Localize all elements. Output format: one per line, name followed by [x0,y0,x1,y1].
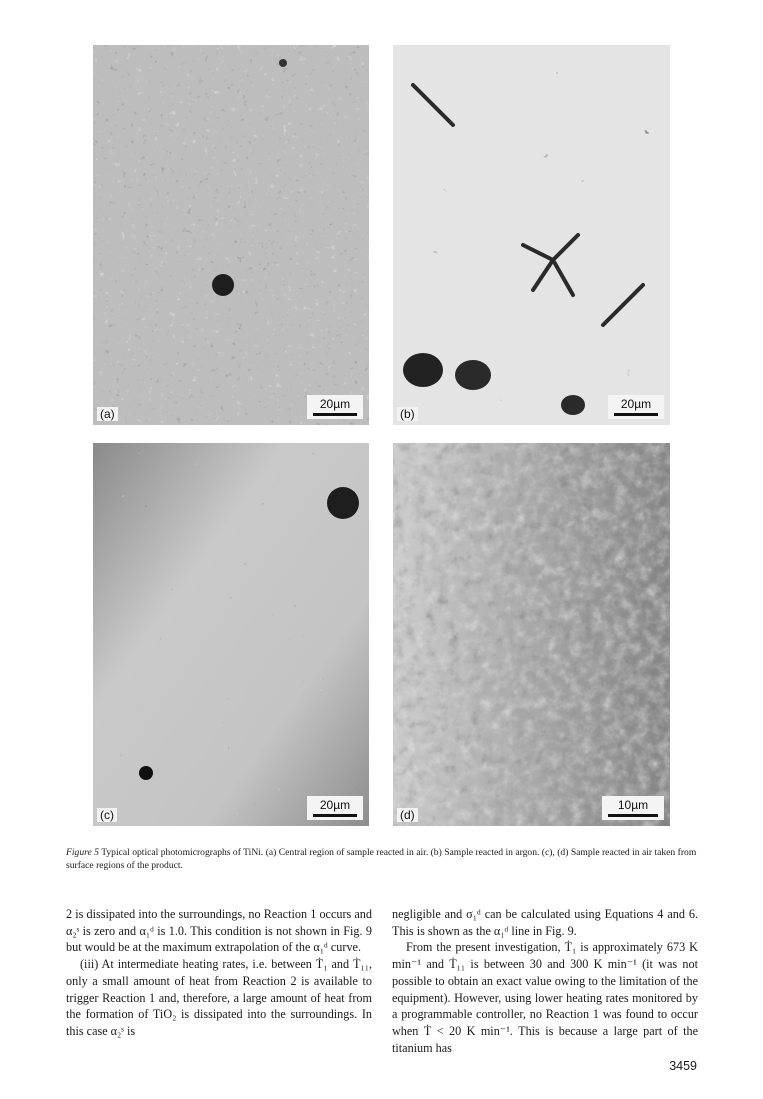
body-column-right [392,906,698,1056]
micrograph-b [393,45,670,425]
panel-label-a: (a) [97,407,118,421]
panel-label-c: (c) [97,808,117,822]
micrograph-c [93,443,369,826]
scale-bar-c-line [313,814,357,817]
scale-bar-b [608,395,664,419]
scale-bar-a [307,395,363,419]
micrograph-b-image [393,45,670,425]
micrograph-d [393,443,670,826]
figure-caption-text: Typical optical photomicrographs of TiNi. (a) Central region of sample reacted in air. (b) Sample reacted in argon. (c), (d) Sample reacted in air taken from surface regions of the product. [66,847,697,871]
micrograph-c-image [93,443,369,826]
figure-caption-label: Figure 5 [66,847,99,858]
micrograph-a-image [93,45,369,425]
scale-bar-d-label: 10µm [617,798,649,812]
paragraph: negligible and σ₁ᵈ can be calculated using Equations 4 and 6. This is shown as the α₁ᵈ line in Fig. 9. [392,907,698,938]
figure-caption [66,846,698,872]
paragraph: (iii) At intermediate heating rates, i.e. between Ṫ₁ and Ṫ₁₁, only a small amount of heat from Reaction 2 is available to trigger Reaction 1 and, therefore, a large amount of heat from the formation of TiO₂ is dissipated into the surroundings. In this case α₂ˢ is [66,957,372,1038]
micrograph-a [93,45,369,425]
scale-bar-a-label: 20µm [319,397,351,411]
panel-label-d: (d) [397,808,418,822]
scale-bar-d-line [608,814,658,817]
panel-label-b: (b) [397,407,418,421]
scale-bar-d [602,796,664,820]
scale-bar-c [307,796,363,820]
scale-bar-c-label: 20µm [319,798,351,812]
paragraph: From the present investigation, Ṫ₁ is approximately 673 K min⁻¹ and Ṫ₁₁ is between 30 and 300 K min⁻¹ (it was not possible to obtain an exact value owing to the limitation of the equipment). However, using lower heating rates monitored by a programmable controller, no Reaction 1 was found to occur when Ṫ < 20 K min⁻¹. This is because a large part of the titanium has [392,940,698,1055]
scale-bar-b-label: 20µm [620,397,652,411]
scale-bar-a-line [313,413,357,416]
scale-bar-b-line [614,413,658,416]
page-number: 3459 [669,1059,697,1073]
micrograph-d-image [393,443,670,826]
paragraph: 2 is dissipated into the surroundings, no Reaction 1 occurs and α₂ˢ is zero and α₁ᵈ is 1.0. This condition is not shown in Fig. 9 but would be at the maximum extrapolation of the α₁ᵈ curve. [66,907,372,955]
body-column-left [66,906,372,1040]
